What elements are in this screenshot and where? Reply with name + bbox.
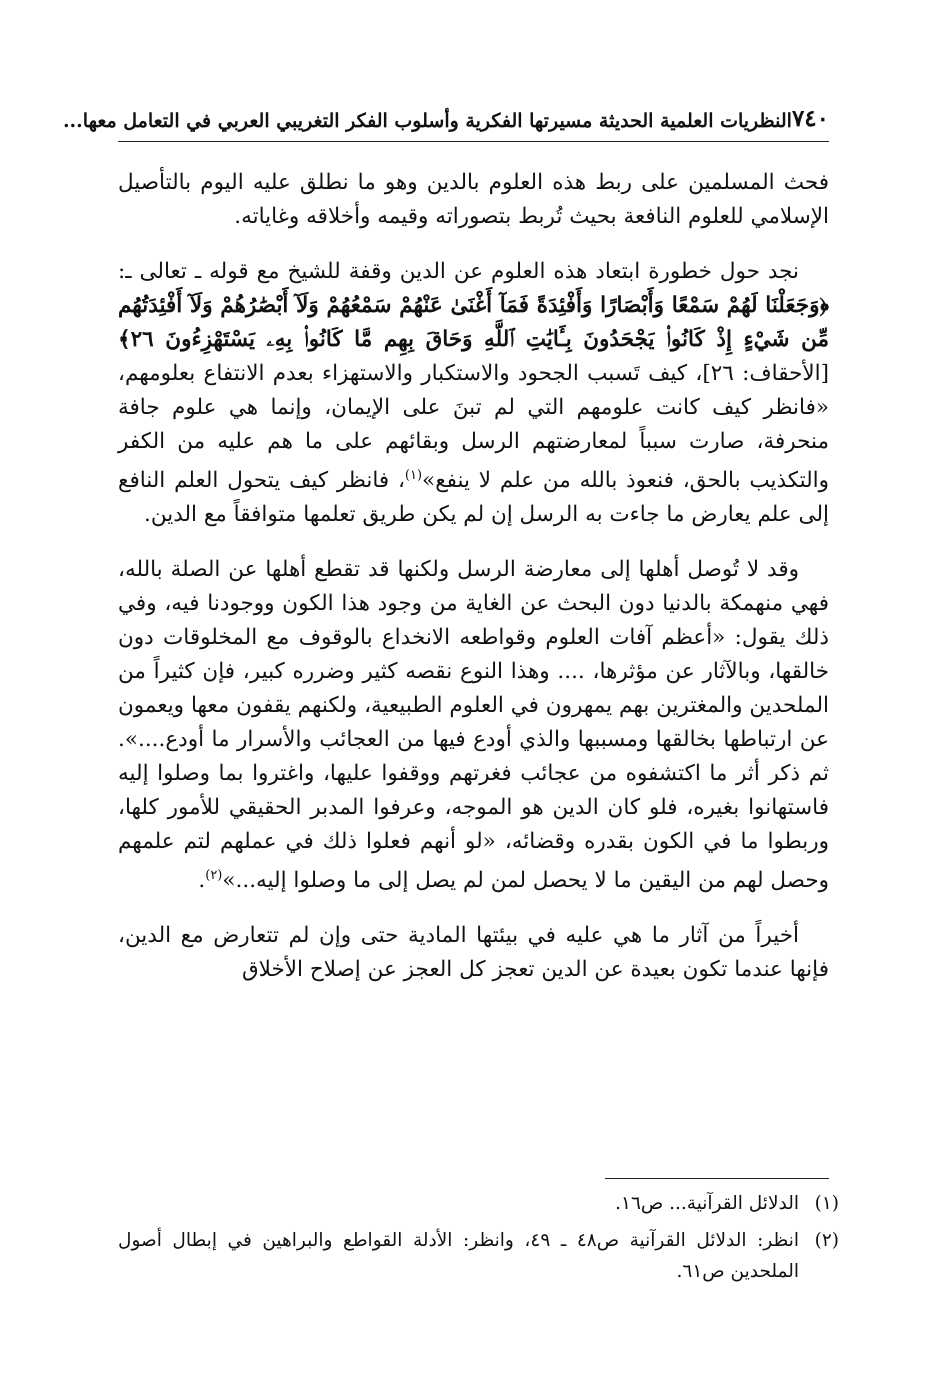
header-rule xyxy=(118,141,829,142)
paragraph-2-body: [الأحقاف: ٢٦]، كيف تَسبب الجحود والاستكبار والاستهزاء بعدم الانتفاع بعلومهم، «فانظر كيف كانت علومهم التي لم تبنَ على الإيمان، وإنما هي علوم جافة منحرفة، صارت سبباً لمعارضتهم الرسل وبقائهم على ما هم عليه من الكفر والتكذيب بالحق، فنعوذ بالله من علم لا ينفع» xyxy=(118,361,829,494)
footnote-rule xyxy=(605,1178,829,1179)
paragraph-3 xyxy=(118,553,829,898)
footnotes xyxy=(118,1188,839,1293)
page-number: ٧٤٠ xyxy=(791,105,829,132)
running-header xyxy=(62,96,829,132)
footnote-text: انظر: الدلائل القرآنية ص٤٨ ـ ٤٩، وانظر: الأدلة القواطع والبراهين في إبطال أصول الملحدين ص٦١. xyxy=(118,1230,800,1282)
footnote-ref-2[interactable]: (٢) xyxy=(205,868,223,884)
paragraph-2 xyxy=(118,255,829,532)
quran-verse: ﴿وَجَعَلْنَا لَهُمْ سَمْعًا وَأَبْصَارًا وَأَفْئِدَةً فَمَآ أَغْنَىٰ عَنْهُمْ سَمْعُهُمْ وَلَآ أَبْصَٰرُهُمْ وَلَآ أَفْئِدَتُهُم مِّن شَيْءٍ إِذْ كَانُوا۟ يَجْحَدُونَ بِـَٔايَٰتِ ٱللَّهِ وَحَاقَ بِهِم مَّا كَانُوا۟ بِهِۦ يَسْتَهْزِءُونَ ٢٦﴾ xyxy=(118,293,829,352)
running-title: النظريات العلمية الحديثة مسيرتها الفكرية وأسلوب الفكر التغريبي العربي في التعامل معها... xyxy=(62,110,792,132)
paragraph-3-end: . xyxy=(198,868,206,894)
paragraph-4: أخيراً من آثار ما هي عليه في بيئتها المادية حتى وإن لم تتعارض مع الدين، فإنها عندما تكون بعيدة عن الدين تعجز كل العجز عن إصلاح الأخلاق xyxy=(118,923,829,983)
footnote-number: (٢) xyxy=(814,1230,839,1251)
footnote-2 xyxy=(118,1225,839,1287)
paragraph-2-end: ، فانظر كيف يتحول العلم النافع إلى علم يعارض ما جاءت به الرسل إن لم يكن طريق تعلمها متوافقاً مع الدين. xyxy=(118,468,829,528)
paragraph-1: فحث المسلمين على ربط هذه العلوم بالدين وهو ما نطلق عليه اليوم بالتأصيل الإسلامي للعلوم النافعة بحيث تُربط بتصوراته وقيمه وأخلاقه وغاياته. xyxy=(118,170,829,229)
main-text xyxy=(118,166,829,1008)
footnote-text: الدلائل القرآنية... ص١٦. xyxy=(615,1193,799,1214)
paragraph-3-body: وقد لا تُوصل أهلها إلى معارضة الرسل ولكنها قد تقطع أهلها عن الصلة بالله، فهي منهمكة بالدنيا دون البحث عن الغاية من وجود هذا الكون ووجودنا فيه، وفي ذلك يقول: «أعظم آفات العلوم وقواطعه الانخداع بالوقوف مع المخلوقات دون خالقها، وبالآثار عن مؤثرها، .... وهذا النوع نقصه كثير وضرره كبير، فإن كثيراً من الملحدين والمغترين بهم يمهرون في العلوم الطبيعية، ولكنهم يقفون معها ويعمون عن ارتباطها بخالقها ومسببها والذي أودع فيها من العجائب والأسرار ما أودع....». ثم ذكر أثر ما اكتشفوه من عجائب فغرتهم ووقفوا عليها، واغتروا بما وصلوا إليه فاستهانوا بغيره، فلو كان الدين هو الموجه، وعرفوا المدبر الحقيقي للأمور كلها، وربطوا ما في الكون بقدره وقضائه، «لو أنهم فعلوا ذلك في عملهم لتم علمهم وحصل لهم من اليقين ما لا يحصل لمن لم يصل إلى ما وصلوا إليه...» xyxy=(118,557,829,894)
footnote-1 xyxy=(118,1188,839,1219)
footnote-ref-1[interactable]: (١) xyxy=(404,468,423,483)
footnote-number: (١) xyxy=(814,1193,839,1214)
paragraph-2-intro: نجد حول خطورة ابتعاد هذه العلوم عن الدين وقفة للشيخ مع قوله ـ تعالى ـ: xyxy=(118,259,799,284)
